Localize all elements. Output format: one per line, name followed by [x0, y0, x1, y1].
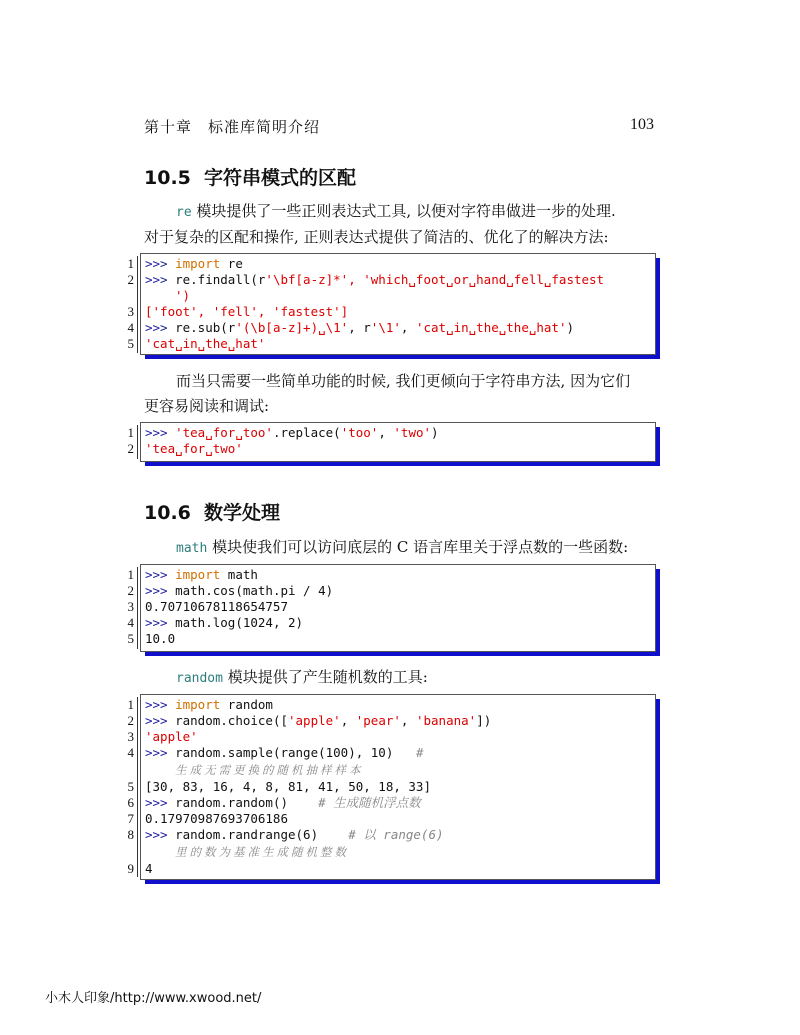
section-title: 数学处理 — [204, 502, 281, 524]
code-listing-re — [140, 253, 656, 355]
code-line: >>> import re — [145, 256, 243, 271]
line-number: 4 — [127, 745, 134, 760]
code-line: >>> re.findall(r'\bf[a-z]*', 'which␣foot␣or␣hand␣fell␣fastest — [145, 272, 605, 287]
code-listing-math — [140, 564, 656, 652]
code-line: 10.0 — [145, 631, 176, 646]
code-comment: 生成无需更换的随机抽样样本 — [175, 763, 364, 777]
section-title: 字符串模式的区配 — [204, 167, 357, 189]
line-number: 7 — [127, 811, 134, 826]
code-line: >>> 'tea␣for␣too'.replace('too', 'two') — [145, 425, 439, 440]
line-number-rule — [137, 697, 138, 877]
line-number: 9 — [127, 861, 134, 876]
module-name-random: random — [176, 671, 223, 686]
code-line: [30, 83, 16, 4, 8, 81, 41, 50, 18, 33] — [145, 779, 431, 794]
line-number-rule — [137, 567, 138, 649]
code-line: >>> math.cos(math.pi / 4) — [145, 583, 334, 598]
line-number: 8 — [127, 827, 134, 842]
line-number: 2 — [127, 583, 134, 598]
code-line: >>> random.randrange(6) # 以 range(6) — [145, 827, 444, 842]
line-number-rule — [137, 256, 138, 353]
line-number: 1 — [127, 425, 134, 440]
code-line: 0.17970987693706186 — [145, 811, 288, 826]
line-number-rule — [137, 425, 138, 459]
line-number: 2 — [127, 441, 134, 456]
line-number: 5 — [127, 779, 134, 794]
paragraph-text: 更容易阅读和调试: — [144, 397, 270, 415]
code-comment: 里的数为基准生成随机整数 — [175, 845, 349, 859]
line-number: 1 — [127, 567, 134, 582]
code-line: ['foot', 'fell', 'fastest'] — [145, 304, 349, 319]
line-number: 4 — [127, 320, 134, 335]
chapter-title: 第十章 标准库简明介绍 — [144, 118, 321, 136]
code-line: >>> random.random() # 生成随机浮点数 — [145, 795, 421, 810]
paragraph-random-intro — [144, 665, 656, 691]
code-line: ') — [175, 288, 191, 303]
paragraph-string-methods — [144, 369, 656, 419]
code-line: 'cat␣in␣the␣hat' — [145, 336, 266, 351]
code-listing-replace — [140, 422, 656, 462]
footer-watermark: 小木人印象/http://www.xwood.net/ — [45, 991, 262, 1006]
section-number: 10.5 — [144, 167, 191, 189]
code-line: >>> math.log(1024, 2) — [145, 615, 304, 630]
code-listing-random — [140, 694, 656, 880]
line-number: 1 — [127, 256, 134, 271]
line-number: 3 — [127, 304, 134, 319]
line-number: 3 — [127, 599, 134, 614]
code-line: 'apple' — [145, 729, 198, 744]
paragraph-text: 而当只需要一些简单功能的时候, 我们更倾向于字符串方法, 因为它们 — [176, 372, 631, 390]
code-line: 'tea␣for␣two' — [145, 441, 243, 456]
code-line: >>> random.choice(['apple', 'pear', 'banana']) — [145, 713, 492, 728]
section-heading-10-6 — [144, 498, 280, 525]
line-number: 5 — [127, 631, 134, 646]
module-name-re: re — [176, 205, 192, 220]
paragraph-text: 模块使我们可以访问底层的 C 语言库里关于浮点数的一些函数: — [207, 538, 629, 556]
paragraph-math-intro — [144, 535, 656, 561]
line-number: 5 — [127, 336, 134, 351]
line-number: 1 — [127, 697, 134, 712]
section-number: 10.6 — [144, 502, 191, 524]
paragraph-text: 模块提供了产生随机数的工具: — [222, 668, 428, 686]
code-line: >>> re.sub(r'(\b[a-z]+)␣\1', r'\1', 'cat␣in␣the␣the␣hat') — [145, 320, 575, 335]
line-number: 2 — [127, 272, 134, 287]
code-line: 4 — [145, 861, 153, 876]
code-line: >>> random.sample(range(100), 10) # — [145, 745, 424, 760]
paragraph-text: 对于复杂的区配和操作, 正则表达式提供了简洁的、优化了的解决方法: — [144, 228, 609, 246]
line-number: 6 — [127, 795, 134, 810]
section-heading-10-5 — [144, 163, 356, 190]
code-line: 0.70710678118654757 — [145, 599, 288, 614]
code-line: >>> import math — [145, 567, 258, 582]
paragraph-re-intro — [144, 199, 656, 250]
paragraph-text: 模块提供了一些正则表达式工具, 以便对字符串做进一步的处理. — [191, 202, 616, 220]
line-number: 3 — [127, 729, 134, 744]
line-number: 2 — [127, 713, 134, 728]
page-number: 103 — [630, 116, 654, 133]
module-name-math: math — [176, 541, 208, 556]
code-line: >>> import random — [145, 697, 273, 712]
line-number: 4 — [127, 615, 134, 630]
